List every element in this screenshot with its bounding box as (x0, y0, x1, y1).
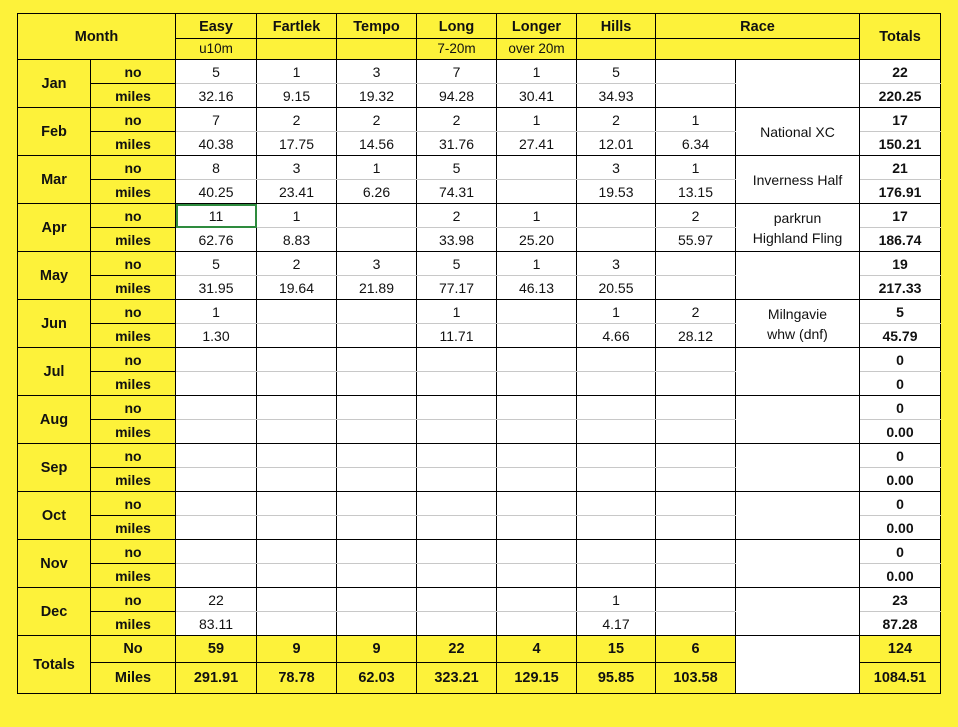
cell-mar-tempo-no[interactable]: 1 (337, 156, 417, 180)
race-note-aug[interactable] (736, 396, 860, 444)
row-label-no: no (91, 204, 176, 228)
race-note-feb[interactable] (736, 108, 860, 156)
cell-jan-long-no[interactable]: 7 (417, 60, 497, 84)
cell-oct-race-no[interactable] (656, 492, 736, 516)
total-no-long[interactable]: 22 (417, 636, 497, 663)
cell-sep-tempo-miles[interactable] (337, 468, 417, 492)
cell-jul-long-miles[interactable] (417, 372, 497, 396)
cell-jan-fartlek-miles[interactable]: 9.15 (257, 84, 337, 108)
cell-jan-easy-miles[interactable]: 32.16 (176, 84, 257, 108)
totals-label: Totals (18, 636, 91, 694)
cell-nov-tempo-miles[interactable] (337, 564, 417, 588)
cell-jan-longer-no[interactable]: 1 (497, 60, 577, 84)
cell-sep-race-miles[interactable] (656, 468, 736, 492)
cell-feb-long-no[interactable]: 2 (417, 108, 497, 132)
cell-oct-easy-no[interactable] (176, 492, 257, 516)
row-label-miles: miles (91, 420, 176, 444)
cell-aug-hills-miles[interactable] (577, 420, 656, 444)
cell-aug-longer-no[interactable] (497, 396, 577, 420)
cell-jul-longer-no[interactable] (497, 348, 577, 372)
cell-mar-fartlek-no[interactable]: 3 (257, 156, 337, 180)
cell-mar-fartlek-miles[interactable]: 23.41 (257, 180, 337, 204)
month-label-jul: Jul (18, 348, 91, 396)
month-label-sep: Sep (18, 444, 91, 492)
cell-dec-long-miles[interactable] (417, 612, 497, 636)
cell-oct-hills-no[interactable] (577, 492, 656, 516)
cell-jan-longer-miles[interactable]: 30.41 (497, 84, 577, 108)
cell-nov-easy-no[interactable] (176, 540, 257, 564)
race-note-line-2: whw (dnf) (767, 325, 828, 342)
race-note-line-1: National XC (760, 123, 835, 140)
cell-may-easy-no[interactable]: 5 (176, 252, 257, 276)
cell-apr-long-miles[interactable]: 33.98 (417, 228, 497, 252)
cell-jan-fartlek-no[interactable]: 1 (257, 60, 337, 84)
cell-nov-hills-miles[interactable] (577, 564, 656, 588)
cell-jul-fartlek-miles[interactable] (257, 372, 337, 396)
cell-may-longer-miles[interactable]: 46.13 (497, 276, 577, 300)
cell-aug-easy-miles[interactable] (176, 420, 257, 444)
cell-apr-longer-miles[interactable]: 25.20 (497, 228, 577, 252)
total-miles-race[interactable]: 103.58 (656, 663, 736, 694)
cell-nov-tempo-no[interactable] (337, 540, 417, 564)
total-no-jul[interactable]: 0 (860, 348, 941, 372)
row-label-miles: miles (91, 564, 176, 588)
column-subheader-hills (577, 39, 656, 60)
cell-feb-easy-miles[interactable]: 40.38 (176, 132, 257, 156)
total-no-may[interactable]: 19 (860, 252, 941, 276)
row-label-no: no (91, 156, 176, 180)
cell-aug-easy-no[interactable] (176, 396, 257, 420)
cell-nov-longer-miles[interactable] (497, 564, 577, 588)
cell-oct-long-no[interactable] (417, 492, 497, 516)
month-label-apr: Apr (18, 204, 91, 252)
cell-feb-fartlek-miles[interactable]: 17.75 (257, 132, 337, 156)
cell-aug-long-miles[interactable] (417, 420, 497, 444)
table-row-sep-no (18, 444, 941, 468)
column-subheader-race (656, 39, 860, 60)
cell-mar-long-miles[interactable]: 74.31 (417, 180, 497, 204)
cell-dec-longer-miles[interactable] (497, 612, 577, 636)
cell-jul-race-miles[interactable] (656, 372, 736, 396)
total-no-apr[interactable]: 17 (860, 204, 941, 228)
cell-jun-long-miles[interactable]: 11.71 (417, 324, 497, 348)
month-label-dec: Dec (18, 588, 91, 636)
race-note-nov[interactable] (736, 540, 860, 588)
total-miles-easy[interactable]: 291.91 (176, 663, 257, 694)
month-label-nov: Nov (18, 540, 91, 588)
cell-mar-race-no[interactable]: 1 (656, 156, 736, 180)
cell-apr-race-no[interactable]: 2 (656, 204, 736, 228)
column-subheader-tempo (337, 39, 417, 60)
row-label-no: no (91, 300, 176, 324)
cell-apr-hills-no[interactable] (577, 204, 656, 228)
cell-dec-easy-miles[interactable]: 83.11 (176, 612, 257, 636)
table-row-oct-no (18, 492, 941, 516)
cell-jan-hills-miles[interactable]: 34.93 (577, 84, 656, 108)
cell-sep-hills-no[interactable] (577, 444, 656, 468)
cell-may-tempo-miles[interactable]: 21.89 (337, 276, 417, 300)
cell-sep-easy-miles[interactable] (176, 468, 257, 492)
column-subheader-longer: over 20m (497, 39, 577, 60)
column-header-hills: Hills (577, 14, 656, 39)
cell-nov-hills-no[interactable] (577, 540, 656, 564)
totals-race-note[interactable] (736, 636, 860, 694)
row-label-miles: miles (91, 468, 176, 492)
cell-sep-long-no[interactable] (417, 444, 497, 468)
cell-dec-long-no[interactable] (417, 588, 497, 612)
cell-jan-tempo-miles[interactable]: 19.32 (337, 84, 417, 108)
month-label-may: May (18, 252, 91, 300)
table-row-dec-no (18, 588, 941, 612)
race-note-line-1: Inverness Half (752, 171, 843, 188)
cell-aug-longer-miles[interactable] (497, 420, 577, 444)
month-label-jan: Jan (18, 60, 91, 108)
cell-apr-fartlek-no[interactable]: 1 (257, 204, 337, 228)
cell-oct-longer-no[interactable] (497, 492, 577, 516)
total-no-longer[interactable]: 4 (497, 636, 577, 663)
total-miles-hills[interactable]: 95.85 (577, 663, 656, 694)
race-note-may[interactable] (736, 252, 860, 300)
cell-nov-easy-miles[interactable] (176, 564, 257, 588)
cell-may-easy-miles[interactable]: 31.95 (176, 276, 257, 300)
race-note-line-2: Highland Fling (752, 229, 843, 246)
cell-sep-easy-no[interactable] (176, 444, 257, 468)
cell-mar-hills-miles[interactable]: 19.53 (577, 180, 656, 204)
row-label-miles: miles (91, 228, 176, 252)
race-note-line-1: Milngavie (767, 305, 828, 322)
total-no-dec[interactable]: 23 (860, 588, 941, 612)
total-no-hills[interactable]: 15 (577, 636, 656, 663)
cell-aug-race-miles[interactable] (656, 420, 736, 444)
cell-jun-tempo-miles[interactable] (337, 324, 417, 348)
cell-aug-fartlek-miles[interactable] (257, 420, 337, 444)
cell-may-long-no[interactable]: 5 (417, 252, 497, 276)
row-label-miles: miles (91, 276, 176, 300)
total-no-tempo[interactable]: 9 (337, 636, 417, 663)
table-row-jul-no (18, 348, 941, 372)
race-note-jun[interactable] (736, 300, 860, 348)
cell-jun-easy-no[interactable]: 1 (176, 300, 257, 324)
cell-feb-longer-no[interactable]: 1 (497, 108, 577, 132)
cell-nov-longer-no[interactable] (497, 540, 577, 564)
cell-feb-hills-no[interactable]: 2 (577, 108, 656, 132)
cell-dec-tempo-no[interactable] (337, 588, 417, 612)
race-note-oct[interactable] (736, 492, 860, 540)
cell-dec-easy-no[interactable]: 22 (176, 588, 257, 612)
cell-oct-easy-miles[interactable] (176, 516, 257, 540)
cell-apr-hills-miles[interactable] (577, 228, 656, 252)
cell-jun-hills-miles[interactable]: 4.66 (577, 324, 656, 348)
cell-jun-tempo-no[interactable] (337, 300, 417, 324)
cell-oct-fartlek-no[interactable] (257, 492, 337, 516)
cell-dec-race-no[interactable] (656, 588, 736, 612)
cell-jul-tempo-no[interactable] (337, 348, 417, 372)
column-header-easy: Easy (176, 14, 257, 39)
cell-oct-longer-miles[interactable] (497, 516, 577, 540)
row-label-miles: miles (91, 324, 176, 348)
table-row-may-no (18, 252, 941, 276)
cell-dec-fartlek-miles[interactable] (257, 612, 337, 636)
cell-nov-long-no[interactable] (417, 540, 497, 564)
cell-jan-tempo-no[interactable]: 3 (337, 60, 417, 84)
race-note-jul[interactable] (736, 348, 860, 396)
cell-jan-easy-no[interactable]: 5 (176, 60, 257, 84)
total-no-aug[interactable]: 0 (860, 396, 941, 420)
cell-oct-tempo-no[interactable] (337, 492, 417, 516)
total-no-nov[interactable]: 0 (860, 540, 941, 564)
cell-jul-race-no[interactable] (656, 348, 736, 372)
total-miles-may[interactable]: 217.33 (860, 276, 941, 300)
cell-jun-race-miles[interactable]: 28.12 (656, 324, 736, 348)
cell-apr-easy-miles[interactable]: 62.76 (176, 228, 257, 252)
cell-oct-fartlek-miles[interactable] (257, 516, 337, 540)
total-miles-apr[interactable]: 186.74 (860, 228, 941, 252)
header-month: Month (18, 14, 176, 60)
cell-oct-race-miles[interactable] (656, 516, 736, 540)
cell-nov-fartlek-miles[interactable] (257, 564, 337, 588)
race-note-dec[interactable] (736, 588, 860, 636)
cell-jul-hills-no[interactable] (577, 348, 656, 372)
cell-jul-easy-miles[interactable] (176, 372, 257, 396)
cell-sep-fartlek-miles[interactable] (257, 468, 337, 492)
cell-may-tempo-no[interactable]: 3 (337, 252, 417, 276)
cell-jul-easy-no[interactable] (176, 348, 257, 372)
cell-mar-easy-no[interactable]: 8 (176, 156, 257, 180)
cell-mar-tempo-miles[interactable]: 6.26 (337, 180, 417, 204)
cell-dec-hills-no[interactable]: 1 (577, 588, 656, 612)
cell-jul-tempo-miles[interactable] (337, 372, 417, 396)
cell-mar-long-no[interactable]: 5 (417, 156, 497, 180)
cell-feb-longer-miles[interactable]: 27.41 (497, 132, 577, 156)
column-header-longer: Longer (497, 14, 577, 39)
cell-mar-easy-miles[interactable]: 40.25 (176, 180, 257, 204)
total-no-feb[interactable]: 17 (860, 108, 941, 132)
total-no-oct[interactable]: 0 (860, 492, 941, 516)
cell-aug-tempo-no[interactable] (337, 396, 417, 420)
table-row-jun-no (18, 300, 941, 324)
cell-aug-long-no[interactable] (417, 396, 497, 420)
cell-aug-hills-no[interactable] (577, 396, 656, 420)
cell-jul-longer-miles[interactable] (497, 372, 577, 396)
cell-mar-longer-no[interactable] (497, 156, 577, 180)
cell-mar-race-miles[interactable]: 13.15 (656, 180, 736, 204)
cell-jun-hills-no[interactable]: 1 (577, 300, 656, 324)
cell-may-race-no[interactable] (656, 252, 736, 276)
row-label-no: no (91, 540, 176, 564)
total-miles-feb[interactable]: 150.21 (860, 132, 941, 156)
cell-jun-longer-no[interactable] (497, 300, 577, 324)
race-note-line-1: parkrun (773, 209, 822, 226)
totals-miles-label: Miles (91, 663, 176, 694)
running-log-table (17, 13, 941, 694)
cell-apr-easy-no[interactable]: 11 (176, 204, 257, 228)
cell-dec-race-miles[interactable] (656, 612, 736, 636)
cell-sep-tempo-no[interactable] (337, 444, 417, 468)
cell-nov-long-miles[interactable] (417, 564, 497, 588)
total-miles-jul[interactable]: 0 (860, 372, 941, 396)
row-label-no: no (91, 492, 176, 516)
cell-jun-fartlek-miles[interactable] (257, 324, 337, 348)
cell-feb-tempo-no[interactable]: 2 (337, 108, 417, 132)
total-no-easy[interactable]: 59 (176, 636, 257, 663)
total-miles-dec[interactable]: 87.28 (860, 612, 941, 636)
cell-apr-tempo-miles[interactable] (337, 228, 417, 252)
cell-aug-fartlek-no[interactable] (257, 396, 337, 420)
cell-dec-fartlek-no[interactable] (257, 588, 337, 612)
cell-sep-race-no[interactable] (656, 444, 736, 468)
total-no-jun[interactable]: 5 (860, 300, 941, 324)
table-row-nov-no (18, 540, 941, 564)
cell-oct-long-miles[interactable] (417, 516, 497, 540)
cell-apr-tempo-no[interactable] (337, 204, 417, 228)
cell-jun-easy-miles[interactable]: 1.30 (176, 324, 257, 348)
total-no-mar[interactable]: 21 (860, 156, 941, 180)
race-note-jan[interactable] (736, 60, 860, 108)
race-note-mar[interactable] (736, 156, 860, 204)
total-miles-longer[interactable]: 129.15 (497, 663, 577, 694)
column-header-long: Long (417, 14, 497, 39)
cell-feb-tempo-miles[interactable]: 14.56 (337, 132, 417, 156)
row-label-no: no (91, 348, 176, 372)
column-subheader-long: 7-20m (417, 39, 497, 60)
cell-feb-race-miles[interactable]: 6.34 (656, 132, 736, 156)
row-label-no: no (91, 444, 176, 468)
cell-oct-hills-miles[interactable] (577, 516, 656, 540)
cell-oct-tempo-miles[interactable] (337, 516, 417, 540)
cell-may-hills-miles[interactable]: 20.55 (577, 276, 656, 300)
cell-jun-longer-miles[interactable] (497, 324, 577, 348)
race-note-apr[interactable] (736, 204, 860, 252)
month-label-aug: Aug (18, 396, 91, 444)
total-miles-jun[interactable]: 45.79 (860, 324, 941, 348)
total-no-sep[interactable]: 0 (860, 444, 941, 468)
cell-apr-race-miles[interactable]: 55.97 (656, 228, 736, 252)
cell-aug-tempo-miles[interactable] (337, 420, 417, 444)
cell-dec-tempo-miles[interactable] (337, 612, 417, 636)
table-row-jan-no (18, 60, 941, 84)
total-miles-jan[interactable]: 220.25 (860, 84, 941, 108)
cell-apr-fartlek-miles[interactable]: 8.83 (257, 228, 337, 252)
cell-feb-fartlek-no[interactable]: 2 (257, 108, 337, 132)
cell-jan-race-no[interactable] (656, 60, 736, 84)
row-label-miles: miles (91, 612, 176, 636)
cell-feb-hills-miles[interactable]: 12.01 (577, 132, 656, 156)
total-miles-fartlek[interactable]: 78.78 (257, 663, 337, 694)
cell-may-fartlek-no[interactable]: 2 (257, 252, 337, 276)
row-label-no: no (91, 60, 176, 84)
row-label-no: no (91, 252, 176, 276)
cell-aug-race-no[interactable] (656, 396, 736, 420)
row-label-miles: miles (91, 180, 176, 204)
month-label-oct: Oct (18, 492, 91, 540)
cell-may-hills-no[interactable]: 3 (577, 252, 656, 276)
row-label-no: no (91, 108, 176, 132)
cell-jan-race-miles[interactable] (656, 84, 736, 108)
cell-sep-long-miles[interactable] (417, 468, 497, 492)
total-miles-aug[interactable]: 0.00 (860, 420, 941, 444)
cell-mar-hills-no[interactable]: 3 (577, 156, 656, 180)
total-no-race[interactable]: 6 (656, 636, 736, 663)
table-row-aug-no (18, 396, 941, 420)
cell-jan-hills-no[interactable]: 5 (577, 60, 656, 84)
cell-dec-hills-miles[interactable]: 4.17 (577, 612, 656, 636)
column-header-fartlek: Fartlek (257, 14, 337, 39)
column-subheader-fartlek (257, 39, 337, 60)
totals-no-label: No (91, 636, 176, 663)
cell-jan-long-miles[interactable]: 94.28 (417, 84, 497, 108)
column-header-totals: Totals (860, 14, 941, 60)
table-row-apr-no (18, 204, 941, 228)
grand-total-miles[interactable]: 1084.51 (860, 663, 941, 694)
cell-feb-race-no[interactable]: 1 (656, 108, 736, 132)
column-header-race: Race (656, 14, 860, 39)
cell-nov-race-no[interactable] (656, 540, 736, 564)
total-miles-sep[interactable]: 0.00 (860, 468, 941, 492)
cell-sep-fartlek-no[interactable] (257, 444, 337, 468)
cell-nov-race-miles[interactable] (656, 564, 736, 588)
cell-nov-fartlek-no[interactable] (257, 540, 337, 564)
cell-apr-longer-no[interactable]: 1 (497, 204, 577, 228)
total-miles-nov[interactable]: 0.00 (860, 564, 941, 588)
cell-mar-longer-miles[interactable] (497, 180, 577, 204)
cell-may-long-miles[interactable]: 77.17 (417, 276, 497, 300)
month-label-mar: Mar (18, 156, 91, 204)
cell-dec-longer-no[interactable] (497, 588, 577, 612)
table-row-feb-no (18, 108, 941, 132)
grand-total-no[interactable]: 124 (860, 636, 941, 663)
cell-feb-long-miles[interactable]: 31.76 (417, 132, 497, 156)
cell-sep-longer-miles[interactable] (497, 468, 577, 492)
cell-sep-hills-miles[interactable] (577, 468, 656, 492)
column-header-tempo: Tempo (337, 14, 417, 39)
total-miles-mar[interactable]: 176.91 (860, 180, 941, 204)
cell-may-fartlek-miles[interactable]: 19.64 (257, 276, 337, 300)
total-miles-oct[interactable]: 0.00 (860, 516, 941, 540)
total-miles-long[interactable]: 323.21 (417, 663, 497, 694)
cell-jun-race-no[interactable]: 2 (656, 300, 736, 324)
column-subheader-easy: u10m (176, 39, 257, 60)
cell-may-longer-no[interactable]: 1 (497, 252, 577, 276)
cell-sep-longer-no[interactable] (497, 444, 577, 468)
cell-jun-fartlek-no[interactable] (257, 300, 337, 324)
cell-jul-fartlek-no[interactable] (257, 348, 337, 372)
month-label-feb: Feb (18, 108, 91, 156)
total-no-jan[interactable]: 22 (860, 60, 941, 84)
cell-jul-long-no[interactable] (417, 348, 497, 372)
cell-apr-long-no[interactable]: 2 (417, 204, 497, 228)
race-note-sep[interactable] (736, 444, 860, 492)
table-row-mar-no (18, 156, 941, 180)
row-label-miles: miles (91, 132, 176, 156)
total-no-fartlek[interactable]: 9 (257, 636, 337, 663)
row-label-miles: miles (91, 84, 176, 108)
cell-may-race-miles[interactable] (656, 276, 736, 300)
row-label-miles: miles (91, 516, 176, 540)
row-label-no: no (91, 396, 176, 420)
row-label-miles: miles (91, 372, 176, 396)
month-label-jun: Jun (18, 300, 91, 348)
row-label-no: no (91, 588, 176, 612)
cell-jul-hills-miles[interactable] (577, 372, 656, 396)
cell-jun-long-no[interactable]: 1 (417, 300, 497, 324)
total-miles-tempo[interactable]: 62.03 (337, 663, 417, 694)
cell-feb-easy-no[interactable]: 7 (176, 108, 257, 132)
